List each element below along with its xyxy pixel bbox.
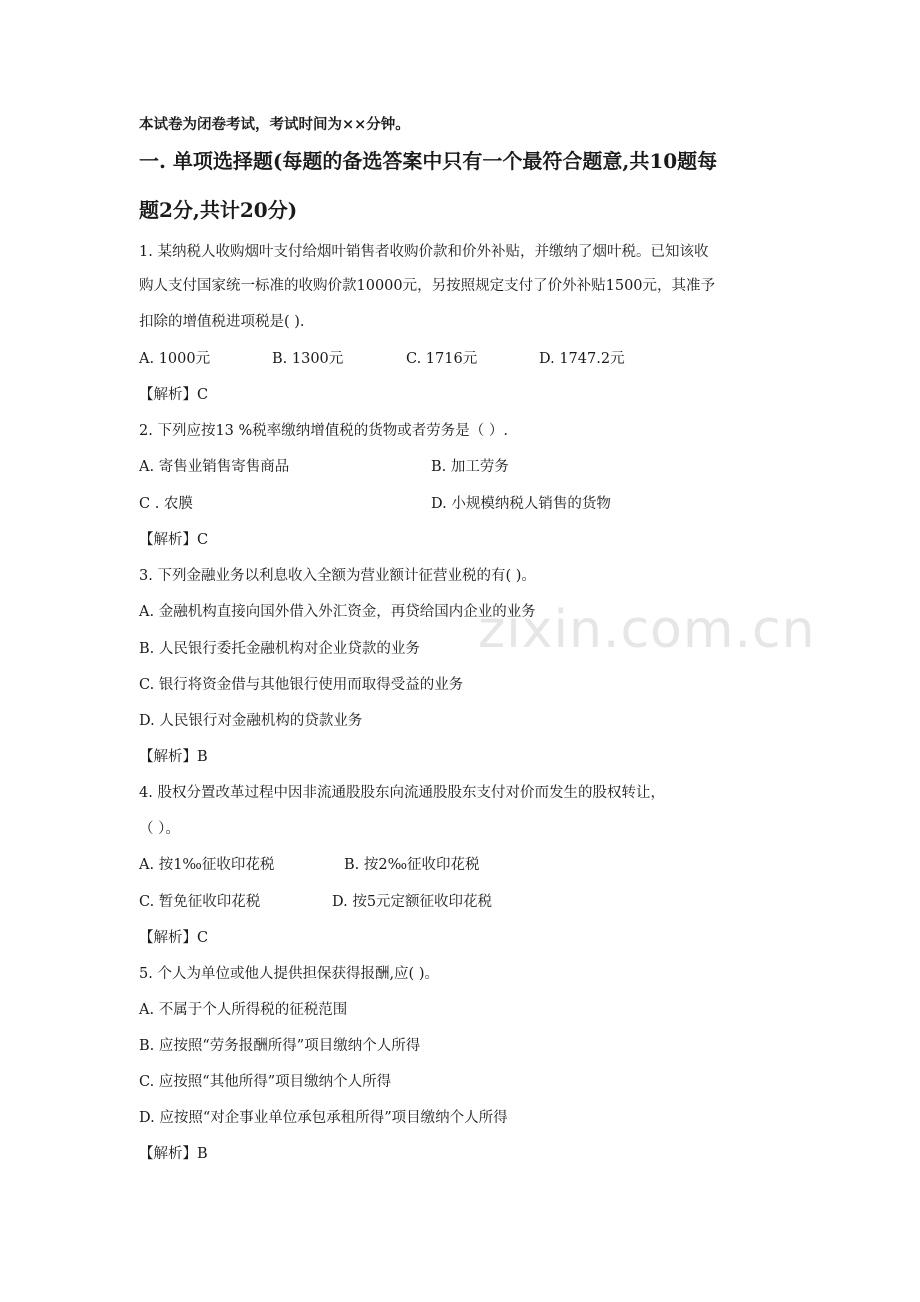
question-1-option-a: A. 1000元 [139,351,211,367]
question-3-option-a: A. 金融机构直接向国外借入外汇资金，再贷给国内企业的业务 [139,604,536,620]
question-5-option-d: D. 应按照“对企事业单位承包承租所得”项目缴纳个人所得 [139,1110,508,1126]
question-2-answer: 【解析】C [139,532,209,548]
question-1-option-d: D. 1747.2元 [539,351,625,367]
question-3-answer: 【解析】B [139,749,208,765]
question-1-stem-line-3: 扣除的增值税进项税是( ). [139,314,305,330]
question-3-option-b: B. 人民银行委托金融机构对企业贷款的业务 [139,641,420,657]
question-1-option-c: C. 1716元 [406,351,478,367]
question-2-option-d: D. 小规模纳税人销售的货物 [431,496,611,512]
question-5-option-c: C. 应按照“其他所得”项目缴纳个人所得 [139,1074,392,1090]
question-2-option-c: C . 农膜 [139,496,193,512]
question-4-option-d: D. 按5元定额征收印花税 [332,894,493,910]
question-2-option-b: B. 加工劳务 [431,459,509,475]
question-5-option-a: A. 不属于个人所得税的征税范围 [139,1002,348,1018]
question-2-option-a: A. 寄售业销售寄售商品 [139,459,290,475]
exam-notice: 本试卷为闭卷考试，考试时间为××分钟。 [139,116,410,133]
watermark: zixin.com.cn [478,600,816,660]
question-1-option-b: B. 1300元 [272,351,344,367]
question-4-option-c: C. 暂免征收印花税 [139,894,261,910]
question-3-stem: 3. 下列金融业务以利息收入全额为营业额计征营业税的有( )。 [139,568,536,584]
question-1-stem-line-2: 购人支付国家统一标准的收购价款10000元，另按照规定支付了价外补贴1500元，其准予 [139,278,716,294]
question-4-stem-line-1: 4. 股权分置改革过程中因非流通股股东向流通股股东支付对价而发生的股权转让， [139,785,665,801]
question-4-stem-line-2: （ ）。 [139,821,180,837]
question-1-stem-line-1: 1. 某纳税人收购烟叶支付给烟叶销售者收购价款和价外补贴，并缴纳了烟叶税。已知该收 [139,244,709,260]
question-3-option-d: D. 人民银行对金融机构的贷款业务 [139,713,363,729]
question-5-answer: 【解析】B [139,1146,208,1162]
question-4-option-b: B. 按2‰征收印花税 [344,857,480,873]
question-4-answer: 【解析】C [139,930,209,946]
question-5-stem: 5. 个人为单位或他人提供担保获得报酬,应( )。 [139,966,439,982]
question-5-option-b: B. 应按照“劳务报酬所得”项目缴纳个人所得 [139,1038,421,1054]
section-heading-line-1: 一. 单项选择题(每题的备选答案中只有一个最符合题意,共10题每 [139,149,718,173]
question-3-option-c: C. 银行将资金借与其他银行使用而取得受益的业务 [139,677,464,693]
question-2-stem: 2. 下列应按13 %税率缴纳增值税的货物或者劳务是（ ）. [139,423,508,439]
section-heading-line-2: 题2分,共计20分) [139,198,298,222]
question-4-option-a: A. 按1‰征收印花税 [139,857,275,873]
question-1-answer: 【解析】C [139,387,209,403]
